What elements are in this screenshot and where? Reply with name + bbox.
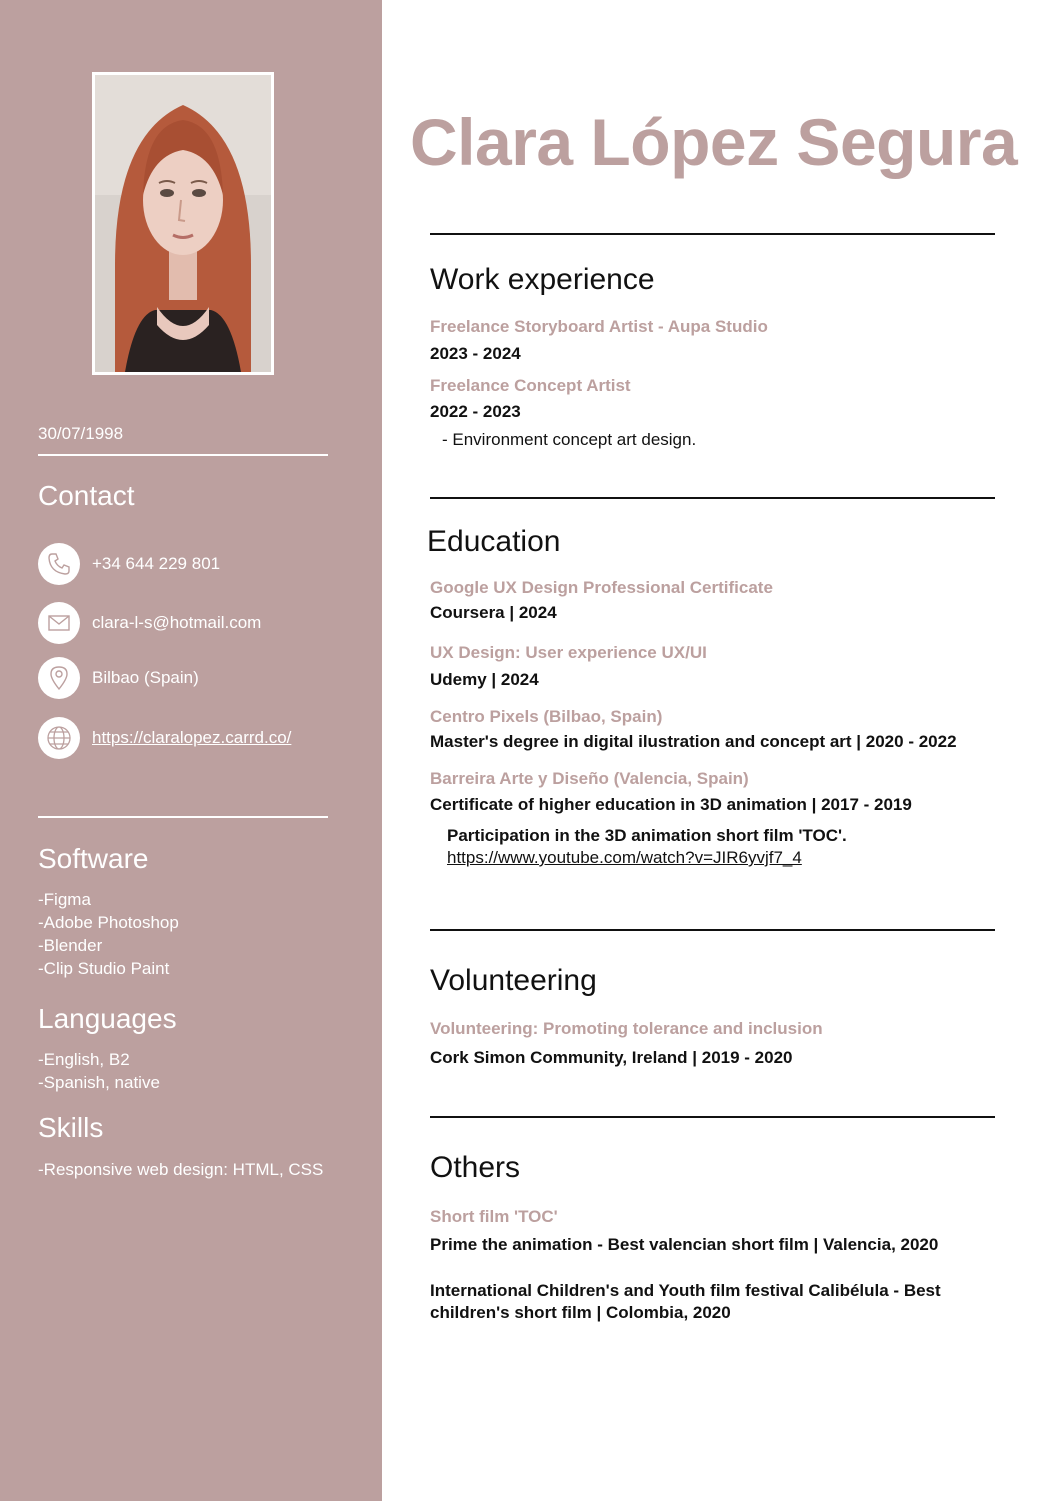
website-link[interactable]: https://claralopez.carrd.co/ [92, 728, 292, 747]
contact-phone[interactable] [38, 543, 220, 585]
languages-heading: Languages [38, 1003, 177, 1034]
participation-note: Participation in the 3D animation short film 'TOC'. [447, 826, 847, 845]
job-dates: 2022 - 2023 [430, 402, 521, 421]
divider [430, 1116, 995, 1118]
divider [430, 929, 995, 931]
software-list [38, 888, 179, 980]
list-item: -Spanish, native [38, 1073, 160, 1092]
contact-website[interactable] [38, 717, 291, 759]
contact-heading: Contact [38, 480, 135, 511]
list-item: -Responsive web design: HTML, CSS [38, 1160, 324, 1179]
list-item: -English, B2 [38, 1050, 130, 1069]
volunteering-title: Volunteering: Promoting tolerance and inclusion [430, 1019, 823, 1038]
education-title: Barreira Arte y Diseño (Valencia, Spain) [430, 769, 749, 788]
list-item: -Blender [38, 936, 103, 955]
education-title: Centro Pixels (Bilbao, Spain) [430, 707, 663, 726]
profile-photo [92, 72, 274, 375]
education-detail: Coursera | 2024 [430, 603, 557, 622]
award-item: Prime the animation - Best valencian short film | Valencia, 2020 [430, 1235, 939, 1254]
software-heading: Software [38, 843, 149, 874]
work-heading: Work experience [430, 263, 655, 296]
award-item: children's short film | Colombia, 2020 [430, 1303, 731, 1322]
job-title: Freelance Concept Artist [430, 376, 631, 395]
list-item: -Clip Studio Paint [38, 959, 170, 978]
person-name: Clara López Segura [410, 105, 1018, 179]
birth-date: 30/07/1998 [38, 424, 124, 443]
volunteering-heading: Volunteering [430, 964, 597, 997]
list-item: -Adobe Photoshop [38, 913, 179, 932]
education-title: Google UX Design Professional Certificate [430, 578, 773, 597]
skills-list [38, 1158, 323, 1181]
education-detail: Certificate of higher education in 3D animation | 2017 - 2019 [430, 795, 912, 814]
divider [38, 454, 328, 456]
divider [430, 233, 995, 235]
languages-list [38, 1048, 160, 1094]
email-address: clara-l-s@hotmail.com [92, 613, 262, 632]
globe-icon [38, 717, 80, 759]
skills-heading: Skills [38, 1112, 104, 1143]
location-text: Bilbao (Spain) [92, 668, 199, 687]
phone-number: +34 644 229 801 [92, 554, 221, 573]
education-heading: Education [427, 525, 561, 558]
list-item: -Figma [38, 890, 91, 909]
sidebar [0, 0, 382, 1501]
others-title: Short film 'TOC' [430, 1207, 558, 1226]
job-title: Freelance Storyboard Artist - Aupa Studio [430, 317, 768, 336]
divider [38, 816, 328, 818]
mail-icon [38, 602, 80, 644]
contact-location [38, 657, 199, 699]
location-pin-icon [38, 657, 80, 699]
youtube-link[interactable]: https://www.youtube.com/watch?v=JIR6yvjf7_4 [447, 848, 802, 867]
job-detail: - Environment concept art design. [442, 430, 697, 449]
education-detail: Udemy | 2024 [430, 670, 539, 689]
portrait-image [95, 75, 271, 372]
others-heading: Others [430, 1151, 521, 1184]
volunteering-detail: Cork Simon Community, Ireland | 2019 - 2020 [430, 1048, 793, 1067]
phone-icon [38, 543, 80, 585]
contact-email[interactable] [38, 602, 261, 644]
education-detail: Master's degree in digital ilustration and concept art | 2020 - 2022 [430, 732, 957, 751]
divider [430, 497, 995, 499]
award-item: International Children's and Youth film festival Calibélula - Best [430, 1281, 941, 1300]
job-dates: 2023 - 2024 [430, 344, 521, 363]
education-title: UX Design: User experience UX/UI [430, 643, 707, 662]
